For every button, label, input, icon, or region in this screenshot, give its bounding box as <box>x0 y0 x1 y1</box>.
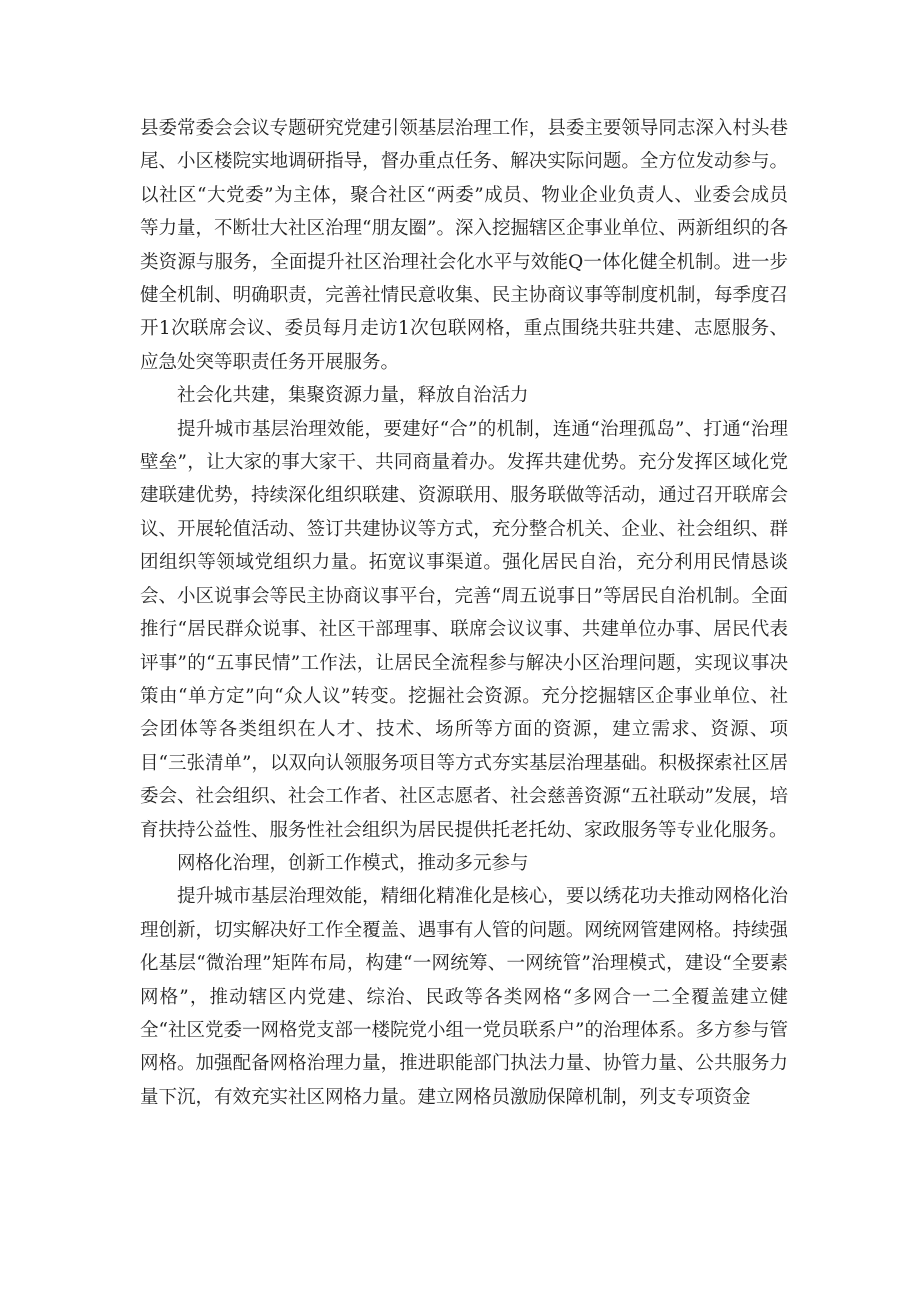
section-heading-grid-governance: 网格化治理，创新工作模式，推动多元参与 <box>177 852 529 874</box>
paragraph-2: 提升城市基层治理效能，要建好“合”的机制，连通“治理孤岛”、打通“治理壁垒”，让大家的事大家干、共同商量着办。发挥共建优势。充分发挥区域化党建联建优势，持续深化组织联建、资源联用、服务联做等活动，通过召开联席会议、开展轮值活动、签订共建协议等方式，充分整合机关、企业、社会组织、群团组织等领域党组织力量。拓宽议事渠道。强化居民自治，充分利用民情恳谈会、小区说事会等民主协商议事平台，完善“周五说事日”等居民自治机制。全面推行“居民群众说事、社区干部理事、联席会议议事、共建单位办事、居民代表评事”的“五事民情”工作法，让居民全流程参与解决小区治理问题，实现议事决策由“单方定”向“众人议”转变。挖掘社会资源。充分挖掘辖区企事业单位、社会团体等各类组织在人才、技术、场所等方面的资源，建立需求、资源、项目“三张清单”，以双向认领服务项目等方式夯实基层治理基础。积极探索社区居委会、社会组织、社会工作者、社区志愿者、社会慈善资源“五社联动”发展，培育扶持公益性、服务性社会组织为居民提供托老托幼、家政服务等专业化服务。 <box>140 418 788 841</box>
paragraph-3: 提升城市基层治理效能，精细化精准化是核心，要以绣花功夫推动网格化治理创新，切实解决好工作全覆盖、遇事有人管的问题。网统网管建网格。持续强化基层“微治理”矩阵布局，构建“一网统筹、一网统管”治理模式，建设“全要素网格”，推动辖区内党建、综治、民政等各类网格“多网合一二全覆盖建立健全“社区党委一网格党支部一楼院党小组一党员联系户”的治理体系。多方参与管网格。加强配备网格治理力量，推进职能部门执法力量、协管力量、公共服务力量下沉，有效充实社区网格力量。建立网格员激励保障机制，列支专项资金 <box>140 886 788 1108</box>
section-heading-social-co-construction: 社会化共建，集聚资源力量，释放自治活力 <box>177 385 529 407</box>
paragraph-1: 县委常委会会议专题研究党建引领基层治理工作，县委主要领导同志深入村头巷尾、小区楼院实地调研指导，督办重点任务、解决实际问题。全方位发动参与。以社区“大党委”为主体，聚合社区“两委”成员、物业企业负责人、业委会成员等力量，不断壮大社区治理“朋友圈”。深入挖掘辖区企事业单位、两新组织的各类资源与服务，全面提升社区治理社会化水平与效能Q一体化健全机制。进一步健全机制、明确职责，完善社情民意收集、民主协商议事等制度机制，每季度召开1次联席会议、委员每月走访1次包联网格，重点围绕共驻共建、志愿服务、应急处突等职责任务开展服务。 <box>140 118 788 373</box>
document-body <box>140 112 788 1114</box>
